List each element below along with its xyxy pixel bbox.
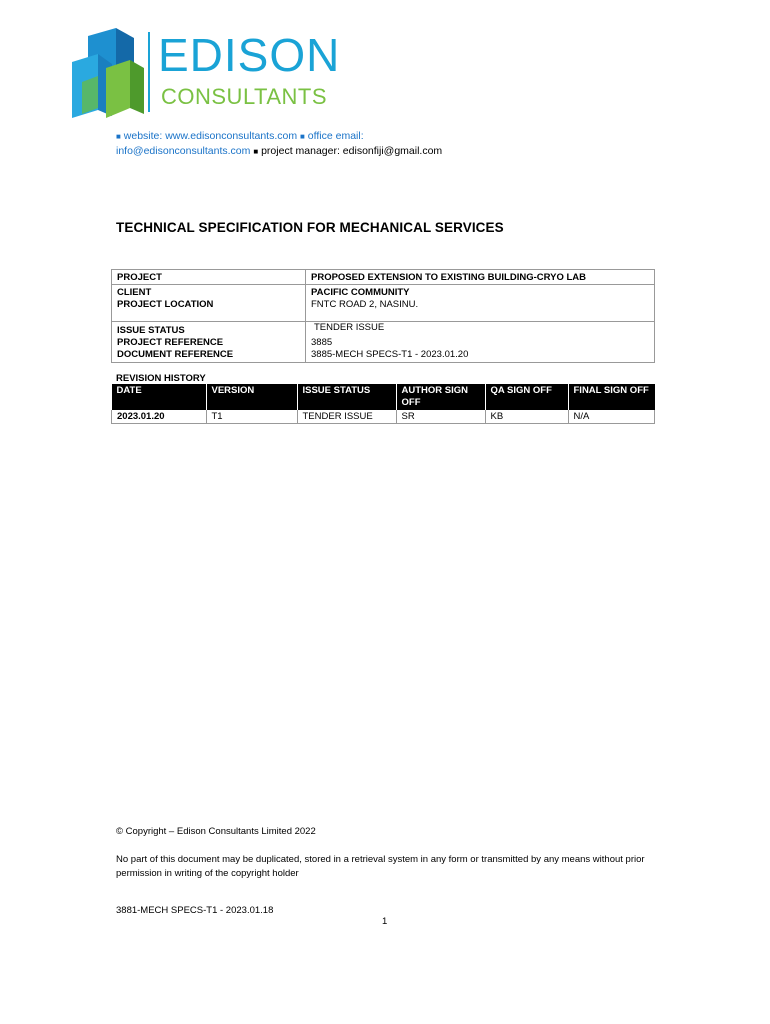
location-label: PROJECT LOCATION [112, 299, 306, 322]
document-reference-label: DOCUMENT REFERENCE [112, 349, 306, 363]
logo-subtitle: CONSULTANTS [161, 84, 328, 109]
document-reference-value: 3885-MECH SPECS-T1 - 2023.01.20 [306, 349, 655, 363]
column-header: AUTHOR SIGN OFF [396, 384, 485, 410]
table-cell: SR [396, 410, 485, 424]
column-header: DATE [112, 384, 207, 410]
revision-history-table [111, 384, 655, 424]
copyright-notice: © Copyright – Edison Consultants Limited 2022 [116, 826, 316, 837]
office-email-link[interactable]: info@edisonconsultants.com [116, 145, 251, 157]
legal-notice: No part of this document may be duplicated, stored in a retrieval system in any form or transmitted by any means without prior permission in writing of the copyright holder [116, 854, 645, 879]
document-title: TECHNICAL SPECIFICATION FOR MECHANICAL SERVICES [116, 220, 504, 235]
issue-status-value: TENDER ISSUE [306, 322, 655, 338]
bullet-icon: ■ [253, 147, 259, 156]
logo-divider [148, 32, 150, 112]
office-email-label: office email: [307, 130, 364, 142]
bullet-icon: ■ [116, 132, 121, 141]
table-cell: TENDER ISSUE [297, 410, 396, 424]
footer-document-reference: 3881-MECH SPECS-T1 - 2023.01.18 [116, 905, 274, 916]
project-manager-contact: project manager: edisonfiji@gmail.com [261, 145, 443, 157]
table-row [112, 349, 655, 363]
project-reference-label: PROJECT REFERENCE [112, 337, 306, 349]
contact-info [116, 129, 456, 159]
issue-status-label: ISSUE STATUS [112, 322, 306, 338]
project-reference-value: 3885 [306, 337, 655, 349]
logo-wordmark: EDISON [158, 29, 341, 81]
column-header: FINAL SIGN OFF [568, 384, 655, 410]
client-label: CLIENT [112, 285, 306, 300]
project-info-table [111, 269, 655, 363]
website-link[interactable]: website: www.edisonconsultants.com [123, 130, 298, 142]
column-header: QA SIGN OFF [485, 384, 568, 410]
table-row [112, 410, 655, 424]
location-value: FNTC ROAD 2, NASINU. [306, 299, 655, 322]
company-logo [68, 28, 341, 120]
table-header-row [112, 384, 655, 410]
table-cell: KB [485, 410, 568, 424]
table-cell: 2023.01.20 [112, 410, 207, 424]
table-cell: T1 [206, 410, 297, 424]
revision-history-heading: REVISION HISTORY [116, 373, 206, 384]
column-header: ISSUE STATUS [297, 384, 396, 410]
table-cell: N/A [568, 410, 655, 424]
page-number: 1 [382, 916, 388, 927]
project-label: PROJECT [112, 270, 306, 285]
column-header: VERSION [206, 384, 297, 410]
table-row [112, 270, 655, 285]
project-value: PROPOSED EXTENSION TO EXISTING BUILDING-CRYO LAB [306, 270, 655, 285]
bullet-icon: ■ [300, 132, 305, 141]
table-row [112, 337, 655, 349]
client-value: PACIFIC COMMUNITY [306, 285, 655, 300]
table-row [112, 322, 655, 338]
table-row [112, 285, 655, 300]
logo-mark-icon [68, 28, 148, 120]
table-row [112, 299, 655, 322]
